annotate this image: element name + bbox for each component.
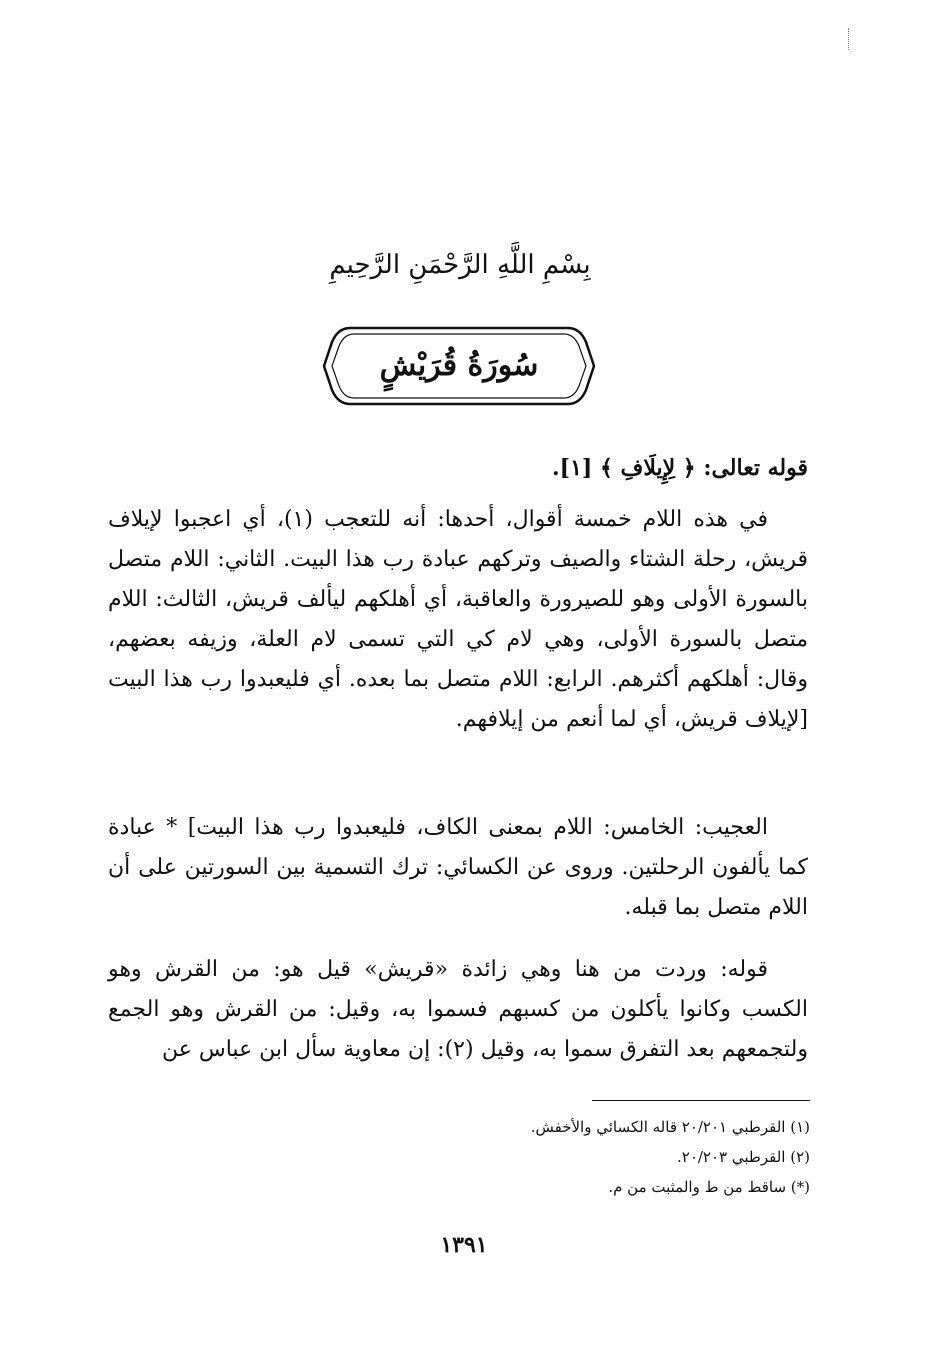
- footnote-3: (*) ساقط من ط والمثبت من م.: [608, 1178, 810, 1196]
- footnote-2: (٢) القرطبي ٢٠/٢٠٣.: [676, 1148, 810, 1166]
- surah-title: سُورَةُ قُرَيْشٍ: [379, 348, 539, 383]
- footnote-divider: [592, 1100, 810, 1101]
- paragraph-2: [108, 808, 808, 928]
- paragraph-1: [108, 500, 808, 740]
- paragraph-text: العجيب: الخامس: اللام بمعنى الكاف، فليعبدوا رب هذا البيت] * عبادة كما يألفون الرحلتين. وروى عن الكسائي: ترك التسمية بين السورتين على أن اللام متصل بما قبله.: [108, 815, 808, 920]
- footnotes: [400, 1112, 810, 1202]
- page-number: ١٣٩١: [440, 1232, 488, 1258]
- basmala: بِسْمِ اللَّهِ الرَّحْمَنِ الرَّحِيمِ: [329, 250, 591, 280]
- margin-mark: [848, 28, 851, 50]
- verse-heading: قوله تعالى: ﴿ لِإِيلَافِ ﴾ [١].: [552, 455, 808, 481]
- surah-title-frame: [320, 322, 598, 410]
- paragraph-3: [108, 950, 808, 1070]
- paragraph-text: في هذه اللام خمسة أقوال، أحدها: أنه للتعجب (١)، أي اعجبوا لإيلاف قريش، رحلة الشتاء والصيف وتركهم عبادة رب هذا البيت. الثاني: اللام متصل بالسورة الأولى وهو للصيرورة والعاقبة، أي أهلكهم ليألف قريش، الثالث: اللام متصل بالسورة الأولى، وهي لام كي التي تسمى لام العلة، وزيفه بعضهم، وقال: أهلكهم أكثرهم. الرابع: اللام متصل بما بعده. أي فليعبدوا رب هذا البيت [لإيلاف قريش، أي لما أنعم من إيلافهم.: [108, 507, 808, 732]
- footnote-1: (١) القرطبي ٢٠/٢٠١ قاله الكسائي والأخفش.: [530, 1118, 810, 1136]
- paragraph-text: قوله: وردت من هنا وهي زائدة «قريش» قيل هو: من القرش وهو الكسب وكانوا يأكلون من كسبهم فسموا به، وقيل: من القرش وهو الجمع ولتجمعهم بعد التفرق سموا به، وقيل (٢): إن معاوية سأل ابن عباس عن: [108, 957, 808, 1062]
